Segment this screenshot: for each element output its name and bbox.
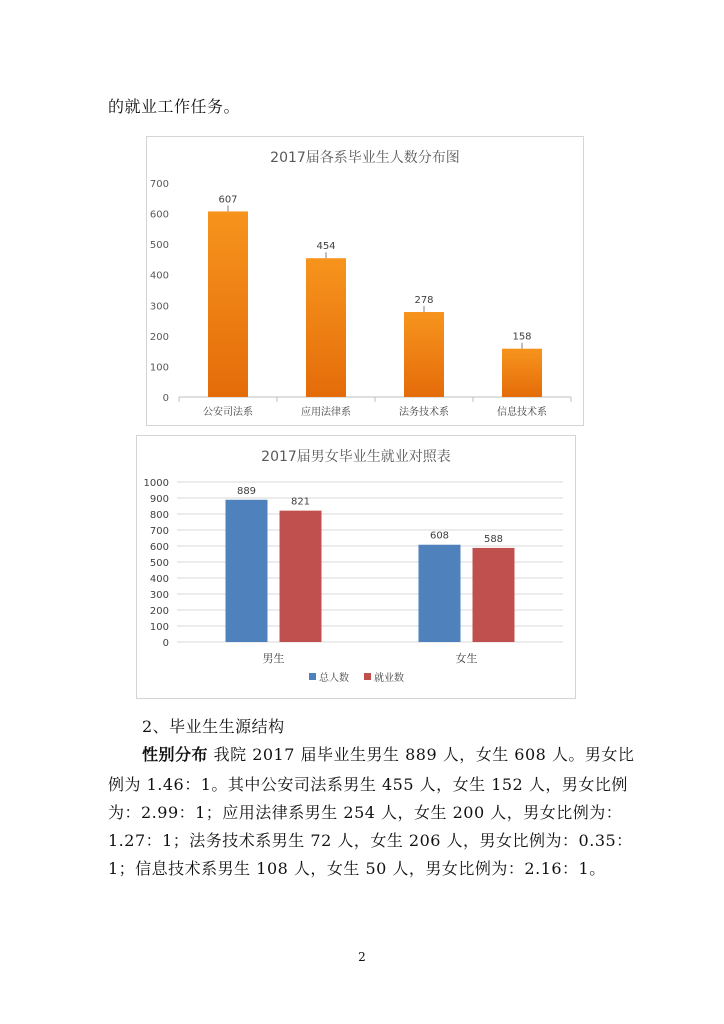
x-tick-label: 公安司法系 bbox=[203, 407, 253, 418]
y-tick-label: 100 bbox=[149, 622, 169, 633]
data-label: 278 bbox=[414, 295, 434, 307]
y-tick-label: 400 bbox=[149, 574, 169, 585]
y-tick-label: 400 bbox=[149, 270, 169, 282]
x-tick-label: 信息技术系 bbox=[497, 407, 547, 418]
x-tick-label: 应用法律系 bbox=[301, 407, 351, 418]
legend-label: 就业数 bbox=[374, 673, 404, 684]
data-label: 454 bbox=[316, 241, 336, 253]
y-tick-label: 700 bbox=[149, 179, 169, 190]
data-label: 889 bbox=[236, 485, 257, 497]
bar bbox=[404, 312, 444, 397]
page-number: 2 bbox=[358, 950, 366, 964]
department-chart-title: 2017届各系毕业生人数分布图 bbox=[270, 150, 460, 166]
paragraph-line-3: 为：2.99：1；应用法律系男生 254 人，女生 200 人，男女比例为： bbox=[108, 803, 623, 822]
paragraph-line-2: 例为 1.46：1。其中公安司法系男生 455 人，女生 152 人，男女比例 bbox=[108, 775, 628, 794]
paragraph-line-1-rest: 我院 2017 届毕业生男生 889 人，女生 608 人。男女比 bbox=[213, 745, 635, 764]
y-tick-label: 800 bbox=[149, 510, 169, 521]
x-tick-label: 男生 bbox=[262, 652, 285, 665]
y-tick-label: 200 bbox=[149, 606, 169, 617]
y-tick-label: 600 bbox=[149, 542, 169, 553]
paragraph-line-1 bbox=[142, 742, 634, 765]
y-tick-label: 600 bbox=[149, 209, 169, 221]
gender-employment-chart bbox=[136, 435, 576, 699]
y-tick-label: 0 bbox=[162, 638, 169, 649]
y-tick-label: 500 bbox=[149, 558, 169, 569]
gender-chart-title: 2017届男女毕业生就业对照表 bbox=[261, 449, 451, 465]
intro-line: 的就业工作任务。 bbox=[108, 97, 241, 116]
y-tick-label: 500 bbox=[149, 240, 169, 252]
y-tick-label: 900 bbox=[149, 494, 169, 505]
data-label: 158 bbox=[512, 331, 532, 343]
bar bbox=[502, 349, 542, 397]
data-label: 588 bbox=[483, 533, 504, 545]
department-chart-svg bbox=[147, 137, 583, 425]
bar bbox=[226, 500, 268, 642]
y-tick-label: 0 bbox=[162, 393, 169, 404]
paragraph-line-4: 1.27：1；法务技术系男生 72 人，女生 206 人，男女比例为：0.35： bbox=[108, 831, 633, 850]
bar bbox=[208, 211, 248, 397]
section-heading: 2、毕业生生源结构 bbox=[142, 717, 285, 736]
data-label: 607 bbox=[218, 194, 238, 206]
bar bbox=[280, 511, 322, 642]
y-tick-label: 1000 bbox=[143, 478, 169, 489]
y-tick-label: 100 bbox=[149, 362, 169, 374]
legend-swatch bbox=[309, 673, 316, 680]
legend-swatch bbox=[364, 673, 371, 680]
y-tick-label: 700 bbox=[149, 526, 169, 537]
y-tick-label: 200 bbox=[149, 331, 169, 343]
paragraph-line-5: 1；信息技术系男生 108 人，女生 50 人，男女比例为：2.16：1。 bbox=[108, 859, 606, 878]
x-tick-label: 女生 bbox=[455, 652, 478, 665]
bar bbox=[473, 548, 515, 642]
gender-employment-chart-svg bbox=[137, 436, 575, 698]
bar bbox=[306, 258, 346, 397]
legend-label: 总人数 bbox=[319, 673, 349, 684]
y-tick-label: 300 bbox=[149, 301, 169, 313]
data-label: 608 bbox=[429, 530, 450, 542]
bar bbox=[419, 545, 461, 642]
y-tick-label: 300 bbox=[149, 590, 169, 601]
department-chart bbox=[146, 136, 584, 426]
x-tick-label: 法务技术系 bbox=[399, 407, 449, 418]
paragraph-lead: 性别分布 bbox=[142, 745, 209, 764]
data-label: 821 bbox=[290, 496, 311, 508]
